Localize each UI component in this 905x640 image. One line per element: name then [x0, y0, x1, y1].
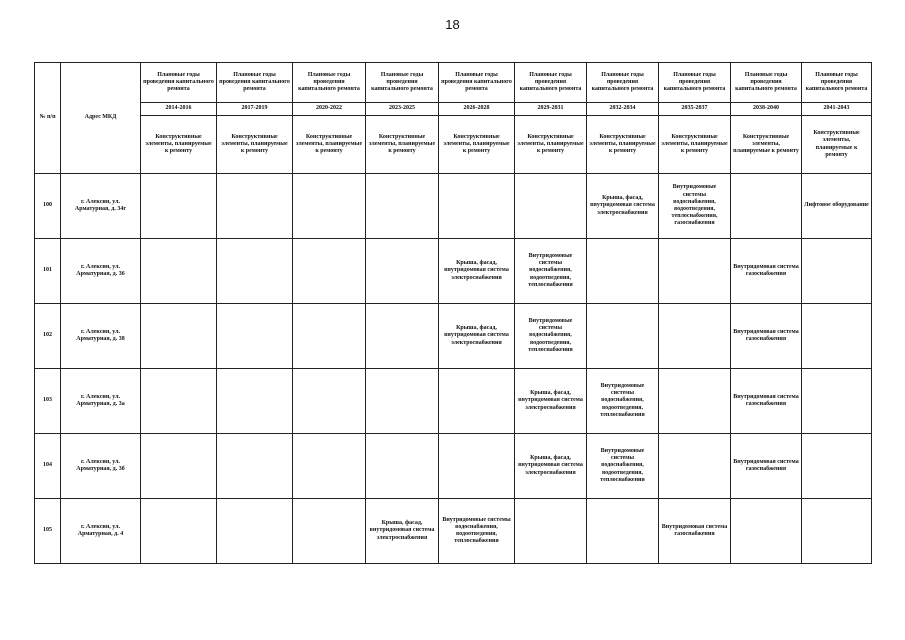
period-title-header: Плановые годы проведения капитального ремонта [141, 63, 217, 103]
table-row [35, 239, 872, 304]
row-number: 102 [35, 304, 61, 369]
repair-cell: Крыша, фасад, внутридомовая система электроснабжения [515, 434, 587, 499]
row-number: 103 [35, 369, 61, 434]
repair-cell [141, 239, 217, 304]
building-address: г. Алексин, ул. Арматурная, д. 36 [61, 239, 141, 304]
repair-cell [366, 239, 439, 304]
elements-header: Конструктивные элементы, планируемые к ремонту [587, 116, 659, 174]
period-years-header: 2032-2034 [587, 103, 659, 116]
table-row [35, 369, 872, 434]
repair-cell: Внутридомовая система газоснабжения [659, 499, 731, 564]
repair-cell [587, 239, 659, 304]
repair-cell [217, 434, 293, 499]
row-number: 101 [35, 239, 61, 304]
period-title-header: Плановые годы проведения капитального ремонта [659, 63, 731, 103]
period-years-header: 2038-2040 [731, 103, 802, 116]
row-number: 100 [35, 174, 61, 239]
building-address: г. Алексин, ул. Арматурная, д. 3а [61, 369, 141, 434]
elements-header: Конструктивные элементы, планируемые к ремонту [217, 116, 293, 174]
repair-cell [293, 174, 366, 239]
repair-cell [659, 239, 731, 304]
page-number: 18 [445, 17, 460, 32]
elements-header: Конструктивные элементы, планируемые к ремонту [731, 116, 802, 174]
elements-header: Конструктивные элементы, планируемые к ремонту [366, 116, 439, 174]
repair-cell [293, 304, 366, 369]
repair-cell [217, 174, 293, 239]
repair-cell [587, 499, 659, 564]
period-title-header: Плановые годы проведения капитального ремонта [515, 63, 587, 103]
repair-cell [293, 239, 366, 304]
repair-cell [515, 499, 587, 564]
table-row [35, 434, 872, 499]
repair-cell [141, 369, 217, 434]
repair-cell [439, 174, 515, 239]
address-column-header: Адрес МКД [61, 63, 141, 174]
repair-cell: Внутридомовые системы водоснабжения, водоотведения, теплоснабжения, газоснабжения [659, 174, 731, 239]
repair-cell [659, 434, 731, 499]
repair-cell: Внутридомовые системы водоснабжения, водоотведения, теплоснабжения [587, 369, 659, 434]
repair-cell [802, 239, 872, 304]
repair-cell [439, 369, 515, 434]
repair-cell: Крыша, фасад, внутридомовая система электроснабжения [587, 174, 659, 239]
period-years-header: 2041-2043 [802, 103, 872, 116]
repair-cell [515, 174, 587, 239]
repair-cell [217, 369, 293, 434]
repair-cell [731, 499, 802, 564]
repair-cell [293, 434, 366, 499]
period-years-header: 2014-2016 [141, 103, 217, 116]
elements-header: Конструктивные элементы, планируемые к ремонту [293, 116, 366, 174]
repair-cell [802, 369, 872, 434]
repair-cell [366, 369, 439, 434]
repair-cell: Внутридомовые системы водоснабжения, водоотведения, теплоснабжения [587, 434, 659, 499]
period-title-header: Плановые годы проведения капитального ремонта [802, 63, 872, 103]
elements-header: Конструктивные элементы, планируемые к ремонту [802, 116, 872, 174]
num-column-header: № п/п [35, 63, 61, 174]
repair-cell [587, 304, 659, 369]
repair-cell: Внутридомовая система газоснабжения [731, 369, 802, 434]
period-title-header: Плановые годы проведения капитального ремонта [217, 63, 293, 103]
period-years-header: 2035-2037 [659, 103, 731, 116]
repair-cell [366, 304, 439, 369]
header-title-row [35, 63, 872, 103]
repair-cell [802, 434, 872, 499]
repair-cell [217, 239, 293, 304]
repair-cell: Внутридомовые системы водоснабжения, водоотведения, теплоснабжения [515, 239, 587, 304]
repair-cell: Крыша, фасад, внутридомовая система электроснабжения [439, 239, 515, 304]
header-years-row [35, 103, 872, 116]
repair-cell: Внутридомовая система газоснабжения [731, 239, 802, 304]
repair-cell [731, 174, 802, 239]
repair-cell: Внутридомовые системы водоснабжения, водоотведения, теплоснабжения [515, 304, 587, 369]
repair-cell [659, 369, 731, 434]
repair-cell [366, 174, 439, 239]
repair-cell [293, 369, 366, 434]
period-title-header: Плановые годы проведения капитального ремонта [293, 63, 366, 103]
repair-cell [141, 174, 217, 239]
period-years-header: 2026-2028 [439, 103, 515, 116]
period-title-header: Плановые годы проведения капитального ремонта [587, 63, 659, 103]
repair-cell [141, 499, 217, 564]
repair-cell [802, 499, 872, 564]
repair-cell [366, 434, 439, 499]
repair-cell: Внутридомовые системы водоснабжения, водоотведения, теплоснабжения [439, 499, 515, 564]
row-number: 104 [35, 434, 61, 499]
repair-cell: Лифтовое оборудование [802, 174, 872, 239]
repair-cell [141, 434, 217, 499]
building-address: г. Алексин, ул. Арматурная, д. 34г [61, 174, 141, 239]
header-elements-row [35, 116, 872, 174]
repair-schedule-table [34, 62, 872, 564]
period-title-header: Плановые годы проведения капитального ремонта [439, 63, 515, 103]
repair-cell [141, 304, 217, 369]
building-address: г. Алексин, ул. Арматурная, д. 4 [61, 499, 141, 564]
building-address: г. Алексин, ул. Арматурная, д. 38 [61, 304, 141, 369]
repair-cell [217, 304, 293, 369]
repair-cell [439, 434, 515, 499]
period-years-header: 2017-2019 [217, 103, 293, 116]
repair-cell [217, 499, 293, 564]
repair-cell: Крыша, фасад, внутридомовая система электроснабжения [439, 304, 515, 369]
table-row [35, 304, 872, 369]
repair-cell: Внутридомовая система газоснабжения [731, 304, 802, 369]
elements-header: Конструктивные элементы, планируемые к ремонту [659, 116, 731, 174]
table-row [35, 174, 872, 239]
period-title-header: Плановые годы проведения капитального ремонта [731, 63, 802, 103]
period-years-header: 2029-2031 [515, 103, 587, 116]
elements-header: Конструктивные элементы, планируемые к ремонту [141, 116, 217, 174]
table-row [35, 499, 872, 564]
repair-cell [659, 304, 731, 369]
period-years-header: 2023-2025 [366, 103, 439, 116]
building-address: г. Алексин, ул. Арматурная, д. 3б [61, 434, 141, 499]
repair-cell: Крыша, фасад, внутридомовая система электроснабжения [515, 369, 587, 434]
row-number: 105 [35, 499, 61, 564]
elements-header: Конструктивные элементы, планируемые к ремонту [439, 116, 515, 174]
period-years-header: 2020-2022 [293, 103, 366, 116]
repair-cell [293, 499, 366, 564]
repair-cell: Внутридомовая система газоснабжения [731, 434, 802, 499]
repair-cell: Крыша, фасад, внутридомовая система электроснабжения [366, 499, 439, 564]
period-title-header: Плановые годы проведения капитального ремонта [366, 63, 439, 103]
repair-cell [802, 304, 872, 369]
elements-header: Конструктивные элементы, планируемые к ремонту [515, 116, 587, 174]
